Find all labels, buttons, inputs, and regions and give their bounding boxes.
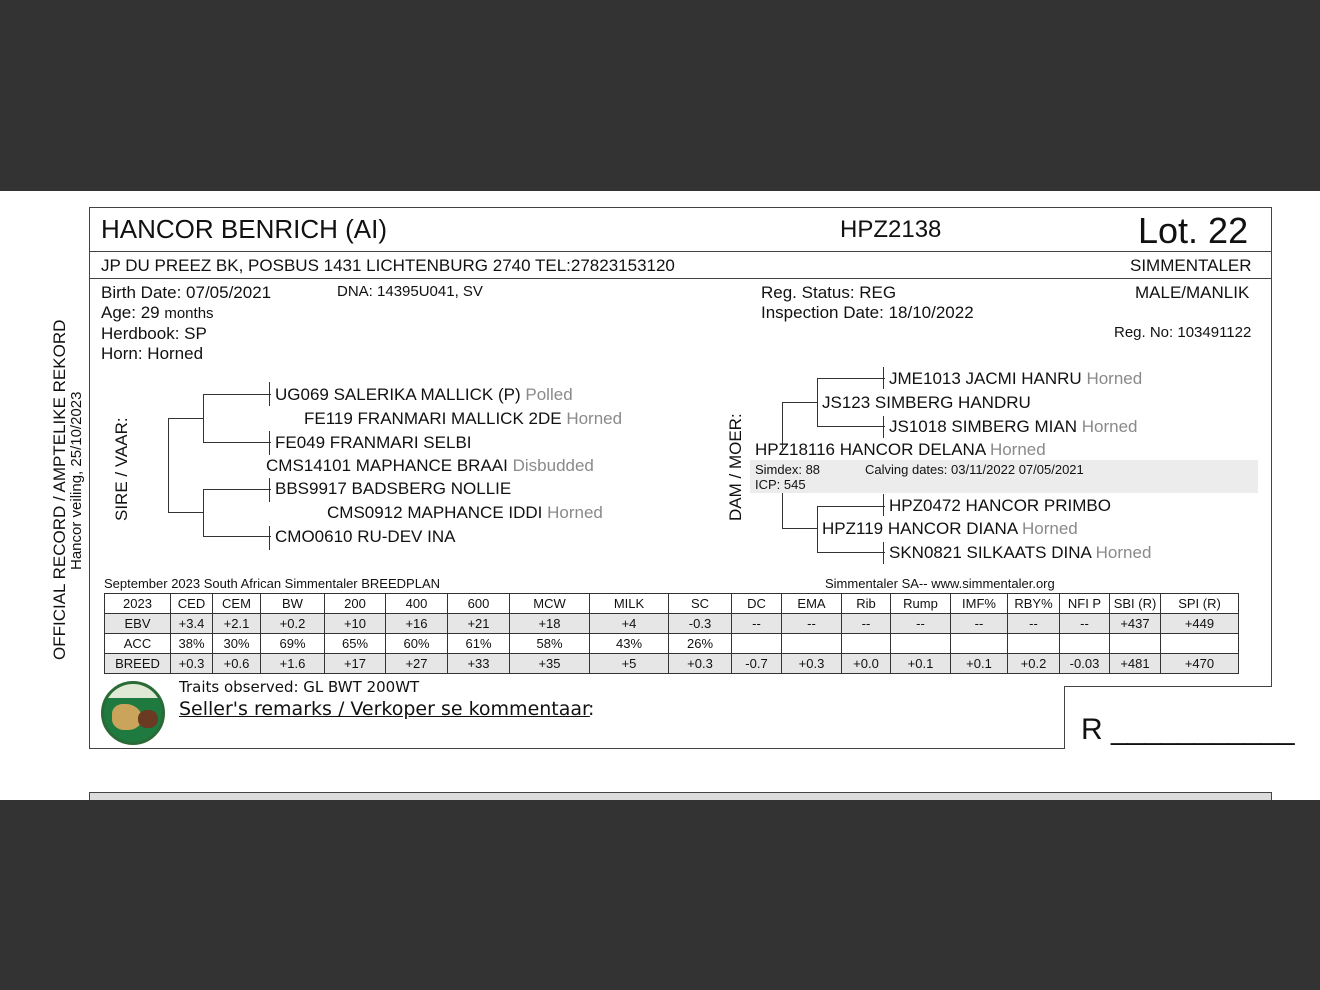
- dam-ssd-name: JS1018 SIMBERG MIAN: [889, 417, 1078, 436]
- sire-sire-bracket: [203, 394, 271, 443]
- next-card-edge: [89, 792, 1272, 800]
- connector: [883, 494, 884, 516]
- table-cell: --: [891, 614, 951, 634]
- connector: [269, 431, 270, 455]
- connector: [269, 382, 270, 406]
- table-header-cell: SPI (R): [1161, 594, 1239, 614]
- dam-name-text: HPZ18116 HANCOR DELANA: [755, 440, 986, 459]
- table-cell: [951, 634, 1008, 654]
- sire-sire-name: UG069 SALERIKA MALLICK (P): [275, 385, 521, 404]
- dam-ds-name: HPZ119 HANCOR DIANA: [822, 519, 1018, 538]
- connector: [269, 526, 270, 550]
- table-cell: 60%: [386, 634, 448, 654]
- dam-sire-dam: [889, 417, 1138, 437]
- sire-dam-dam-sire: [327, 503, 603, 523]
- age-unit: months: [164, 305, 214, 322]
- table-cell: --: [782, 614, 842, 634]
- dam-simdex: Simdex: 88: [755, 462, 821, 477]
- table-cell: [1161, 634, 1239, 654]
- table-cell: 38%: [171, 634, 213, 654]
- official-record-label: OFFICIAL RECORD / AMPTELIKE REKORD: [50, 319, 69, 660]
- dam-name: [755, 440, 1046, 460]
- animal-name: HANCOR BENRICH (AI): [101, 214, 388, 244]
- table-cell: 43%: [590, 634, 669, 654]
- age: [101, 303, 214, 323]
- divider: [89, 278, 1272, 279]
- herdbook: Herdbook: SP: [101, 324, 207, 343]
- table-cell: +2.1: [213, 614, 261, 634]
- table-header-cell: BW: [261, 594, 325, 614]
- divider: [89, 251, 1272, 252]
- breed: SIMMENTALER: [1130, 256, 1252, 275]
- dam-sss-horn: Horned: [1086, 369, 1143, 388]
- table-header-cell: RBY%: [1008, 594, 1060, 614]
- sire-sire-dam-name: FE119 FRANMARI MALLICK 2DE: [304, 409, 562, 428]
- sire-name: [266, 456, 594, 476]
- table-cell: [1110, 634, 1161, 654]
- traits-observed: Traits observed: GL BWT 200WT: [179, 678, 420, 696]
- table-header-cell: Rib: [842, 594, 891, 614]
- dam-dam: [822, 519, 1078, 539]
- connector: [883, 416, 884, 438]
- connector: [269, 478, 270, 502]
- table-header-cell: SC: [669, 594, 732, 614]
- sire-label: SIRE / VAAR:: [112, 417, 131, 521]
- table-header-cell: NFI P: [1060, 594, 1110, 614]
- table-cell: +1.6: [261, 654, 325, 674]
- card-edge-mask: [1065, 748, 1275, 752]
- connector: [883, 542, 884, 564]
- table-cell: ACC: [105, 634, 171, 654]
- table-cell: +0.0: [842, 654, 891, 674]
- table-cell: [1060, 634, 1110, 654]
- table-cell: +4: [590, 614, 669, 634]
- birth-date: Birth Date: 07/05/2021: [101, 283, 272, 302]
- connector: [168, 418, 204, 419]
- logo-sky: [104, 684, 162, 698]
- table-cell: [842, 634, 891, 654]
- table-cell: 30%: [213, 634, 261, 654]
- table-header-cell: 2023: [105, 594, 171, 614]
- table-cell: 65%: [325, 634, 386, 654]
- table-cell: 26%: [669, 634, 732, 654]
- lot-number: Lot. 22: [1138, 210, 1249, 251]
- table-cell: +0.3: [669, 654, 732, 674]
- ebv-header-row: [105, 594, 1239, 614]
- animal-id: HPZ2138: [840, 216, 942, 243]
- table-header-cell: 600: [448, 594, 510, 614]
- seller-remarks-label: Seller's remarks / Verkoper se kommentaar: [179, 698, 590, 720]
- seller-remarks: [179, 698, 590, 720]
- table-header-cell: Rump: [891, 594, 951, 614]
- sire-dd-sire-horn: Horned: [547, 503, 603, 522]
- table-header-cell: 400: [386, 594, 448, 614]
- sire-dd-sire-name: CMS0912 MAPHANCE IDDI: [327, 503, 543, 522]
- table-row: [105, 634, 1239, 654]
- table-header-cell: EMA: [782, 594, 842, 614]
- sire-dam-sire: BBS9917 BADSBERG NOLLIE: [275, 479, 512, 498]
- sex: MALE/MANLIK: [1135, 283, 1250, 302]
- sire-sire: [275, 385, 573, 405]
- dam-ds-horn: Horned: [1021, 519, 1078, 538]
- dam-dsd-name: SKN0821 SILKAATS DINA: [889, 543, 1091, 562]
- sire-name-text: CMS14101 MAPHANCE BRAAI: [266, 456, 508, 475]
- table-header-cell: MCW: [510, 594, 590, 614]
- sire-bracket: [168, 418, 204, 513]
- breedplan-website: Simmentaler SA-- www.simmentaler.org: [825, 576, 1055, 591]
- dna: DNA: 14395U041, SV: [337, 283, 483, 300]
- breeder-address: JP DU PREEZ BK, POSBUS 1431 LICHTENBURG 2740 TEL:27823153120: [101, 256, 675, 275]
- table-cell: [1008, 634, 1060, 654]
- table-cell: +0.2: [261, 614, 325, 634]
- breedplan-title: September 2023 South African Simmentaler BREEDPLAN: [104, 576, 441, 591]
- table-cell: [782, 634, 842, 654]
- table-cell: +5: [590, 654, 669, 674]
- table-cell: +0.2: [1008, 654, 1060, 674]
- horn: Horn: Horned: [101, 344, 204, 363]
- table-cell: 61%: [448, 634, 510, 654]
- sire-dam-dam: CMO0610 RU-DEV INA: [275, 527, 456, 546]
- dam-sire: JS123 SIMBERG HANDRU: [822, 393, 1031, 412]
- table-cell: +0.6: [213, 654, 261, 674]
- connector: [168, 512, 204, 513]
- table-cell: [891, 634, 951, 654]
- table-cell: BREED: [105, 654, 171, 674]
- table-cell: +16: [386, 614, 448, 634]
- connector: [883, 367, 884, 389]
- table-cell: +27: [386, 654, 448, 674]
- ebv-table: [104, 593, 1239, 674]
- dam-bracket-bottom: [782, 493, 818, 529]
- table-cell: +0.3: [171, 654, 213, 674]
- table-header-cell: MILK: [590, 594, 669, 614]
- sire-sire-horn: Polled: [525, 385, 573, 404]
- table-cell: +33: [448, 654, 510, 674]
- reg-no: Reg. No: 103491122: [1114, 324, 1252, 341]
- dam-label: DAM / MOER:: [726, 413, 745, 521]
- table-header-cell: IMF%: [951, 594, 1008, 614]
- table-header-cell: SBI (R): [1110, 594, 1161, 614]
- seller-remarks-colon: :: [588, 698, 595, 720]
- dam-dam-sire: HPZ0472 HANCOR PRIMBO: [889, 496, 1111, 515]
- table-cell: 69%: [261, 634, 325, 654]
- table-header-cell: CED: [171, 594, 213, 614]
- table-cell: +18: [510, 614, 590, 634]
- table-cell: --: [732, 614, 782, 634]
- sire-dam: FE049 FRANMARI SELBI: [275, 433, 472, 452]
- table-cell: +10: [325, 614, 386, 634]
- table-cell: -0.03: [1060, 654, 1110, 674]
- age-value: Age: 29: [101, 303, 160, 322]
- logo-bull: [138, 710, 158, 728]
- table-cell: +481: [1110, 654, 1161, 674]
- price-field[interactable]: R ___________: [1081, 713, 1295, 746]
- table-cell: --: [842, 614, 891, 634]
- table-cell: +470: [1161, 654, 1239, 674]
- table-cell: --: [1008, 614, 1060, 634]
- dam-calving: Calving dates: 03/11/2022 07/05/2021: [865, 462, 1084, 477]
- dam-sire-sire: [889, 369, 1142, 389]
- table-cell: -0.7: [732, 654, 782, 674]
- inspection-date: Inspection Date: 18/10/2022: [761, 303, 974, 322]
- table-cell: +17: [325, 654, 386, 674]
- table-header-cell: CEM: [213, 594, 261, 614]
- table-row: [105, 654, 1239, 674]
- dam-dam-dam: [889, 543, 1151, 563]
- table-header-cell: 200: [325, 594, 386, 614]
- table-cell: +0.1: [891, 654, 951, 674]
- table-row: [105, 614, 1239, 634]
- table-cell: 58%: [510, 634, 590, 654]
- table-cell: [732, 634, 782, 654]
- table-cell: --: [951, 614, 1008, 634]
- dam-sss-name: JME1013 JACMI HANRU: [889, 369, 1082, 388]
- table-cell: +21: [448, 614, 510, 634]
- dam-horn: Horned: [989, 440, 1046, 459]
- table-cell: -0.3: [669, 614, 732, 634]
- simmentaler-logo: [101, 681, 165, 745]
- sire-sire-dam-horn: Horned: [566, 409, 623, 428]
- table-cell: +0.3: [782, 654, 842, 674]
- table-cell: +0.1: [951, 654, 1008, 674]
- divider: [1064, 686, 1272, 687]
- sire-sire-dam: [304, 409, 622, 429]
- dam-icp: ICP: 545: [755, 477, 806, 492]
- table-cell: +3.4: [171, 614, 213, 634]
- dam-dsd-horn: Horned: [1095, 543, 1152, 562]
- divider: [1064, 686, 1065, 749]
- table-header-cell: DC: [732, 594, 782, 614]
- sire-horn: Disbudded: [512, 456, 594, 475]
- table-cell: +437: [1110, 614, 1161, 634]
- table-cell: +35: [510, 654, 590, 674]
- sire-dam-bracket: [203, 489, 271, 537]
- dam-ssd-horn: Horned: [1081, 417, 1138, 436]
- table-cell: +449: [1161, 614, 1239, 634]
- sale-label: Hancor veiling, 25/10/2023: [68, 391, 85, 570]
- reg-status: Reg. Status: REG: [761, 283, 897, 302]
- table-cell: EBV: [105, 614, 171, 634]
- table-cell: --: [1060, 614, 1110, 634]
